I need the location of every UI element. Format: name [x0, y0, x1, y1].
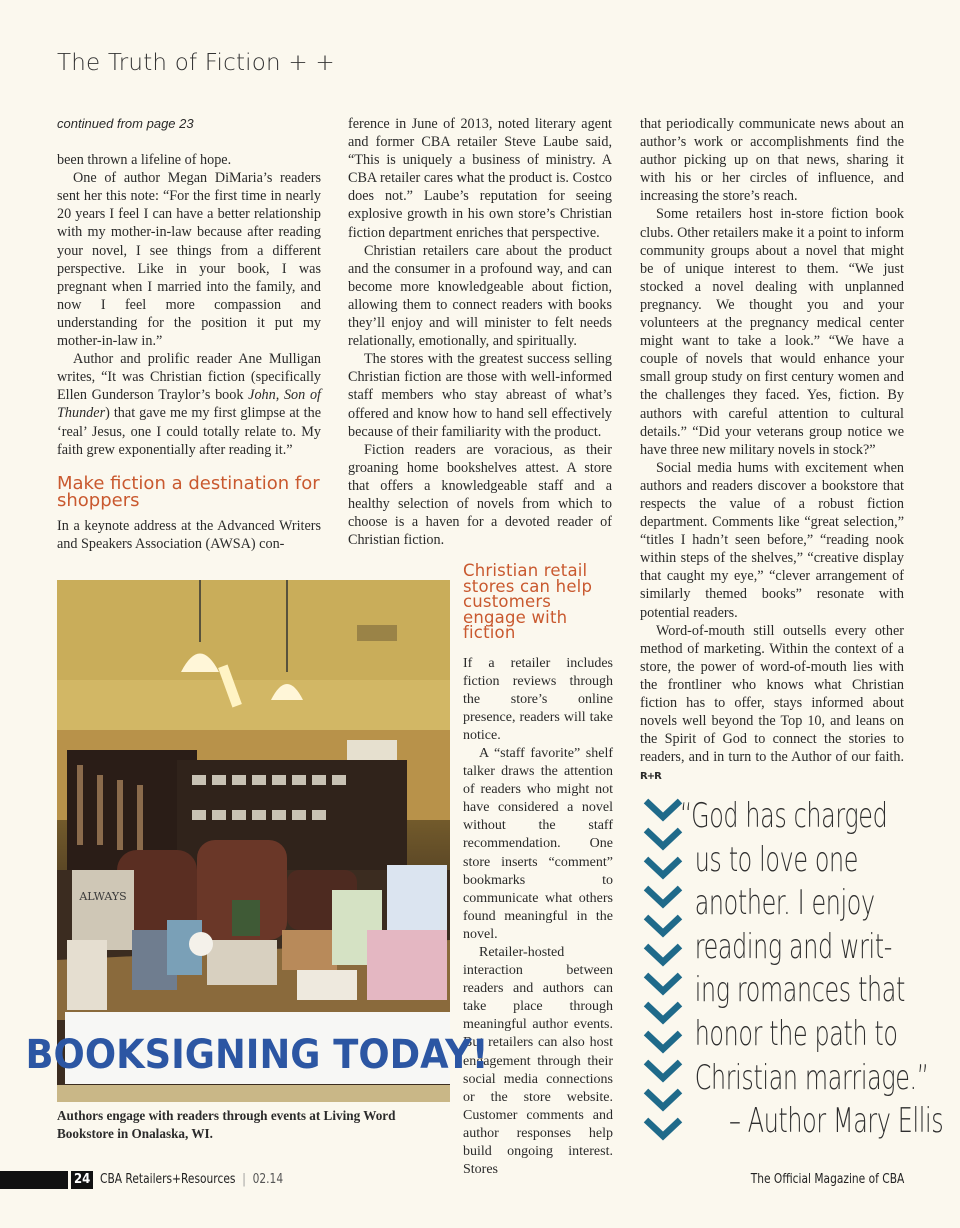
- footer-tagline: The Official Magazine of CBA: [750, 1172, 904, 1187]
- column-1: [57, 115, 321, 553]
- end-mark: R+R: [640, 771, 661, 783]
- text-run: ) that gave me my first glimpse at the ‘real’ Jesus, one I could totally relate to. My faith grew exponentially after reading it.”: [57, 405, 321, 458]
- pull-quote-line: “God has charged: [680, 796, 888, 836]
- bookstore-photo: [25, 580, 489, 1102]
- bookstore-scene: [25, 580, 489, 1102]
- paragraph: that periodically communicate news about an author’s work or accomplishments find the author picking up on that news, sharing it with his or her circles of influence, and increasing the store’s reach.: [640, 116, 904, 205]
- paragraph: been thrown a lifeline of hope.: [57, 152, 232, 169]
- paragraph: [57, 350, 321, 459]
- column-2-lower: [463, 563, 613, 1179]
- paragraph: Fiction readers are voracious, as their groaning home bookshelves attest. A store that offers a knowledgeable staff and a healthy selection of novels from which to choose is a haven for a devoted reader of Christian fiction.: [348, 441, 612, 549]
- paragraph: If a retailer includes fiction reviews through the store’s online presence, readers will take notice.: [463, 655, 613, 743]
- text-run: Word-of-mouth still outsells every other method of marketing. Within the context of a store, the power of word-of-mouth lies with the frontliner who knows what Christian fiction has to offer, stays informed about novels well beyond the Top 10, and leans on the Spirit of God to connect the stories to readers, and in turn to the Author of our faith.: [640, 622, 904, 766]
- subhead: Make fiction a destination for shoppers: [57, 472, 320, 511]
- footer-magazine: [100, 1172, 283, 1187]
- book-title: John, Son of Thunder: [57, 387, 321, 422]
- paragraph: Christian retailers care about the product and the consumer in a profound way, and can become more knowledgeable about fiction, allowing them to connect readers with books they’ll enjoy and will minister to felt needs relationally, emotionally, and spiritually.: [348, 242, 612, 350]
- footer-separator: |: [242, 1172, 246, 1187]
- chevron-column-icon: [642, 793, 684, 1143]
- pull-quote-line: ing romances that: [694, 970, 905, 1011]
- pull-quote-line: reading and writ-: [694, 926, 893, 967]
- page-number: 24: [71, 1171, 93, 1189]
- photo-caption: Authors engage with readers through events at Living Word Bookstore in Onalaska, WI.: [57, 1108, 396, 1141]
- paragraph: Social media hums with excitement when authors and readers discover a bookstore that respects the value of a robust fiction department. Comments like “great selection,” “titles I hadn’t seen before,” “reading nook within steps of the shelves,” “creative display that caught my eye,” “clever arrangement of similarly themed books” resonate with potential readers.: [640, 459, 904, 621]
- subhead: Christian retail stores can help customers engage with fiction: [463, 561, 593, 642]
- paragraph: One of author Megan DiMaria’s readers sent her this note: “For the first time in nearly 20 years I feel I can have a better relationship with my mother-in-law because after reading your novel, I see things from a different perspective. Like in your book, I was pregnant when I married into the family, and now I feel more compassion and understanding for the position it put my mother-in-law in.”: [57, 170, 321, 350]
- pull-quote-line: us to love one: [694, 839, 859, 880]
- paragraph: Retailer-hosted interaction between readers and authors can take place through meaningful author events. But retailers can also host engagement through their social media connections or the store website. Customer comments and author responses help build ongoing interest. Stores: [463, 945, 613, 1178]
- pull-quote-line: another. I enjoy: [694, 883, 875, 924]
- paragraph: In a keynote address at the Advanced Writers and Speakers Association (AWSA) con-: [57, 517, 321, 552]
- text-run: Author and prolific reader Ane Mulligan writes, “It was Christian fiction (specifically Ellen Gunderson Traylor’s book: [57, 351, 321, 404]
- paragraph: A “staff favorite” shelf talker draws the attention of readers who might not have considered a novel without the staff recommendation. One store inserts “comment” bookmarks to communicate what others found meaningful in the novel.: [463, 745, 613, 942]
- paragraph: [640, 622, 904, 787]
- footer-bar: [0, 1171, 68, 1189]
- column-2: [348, 115, 612, 549]
- paragraph: Some retailers host in-store fiction book clubs. Other retailers make it a point to inform community groups about a novel that might be of unique interest to them. “We just stocked a novel dealing with unplanned pregnancy. We thought you and your volunteers at the pregnancy medical center might want to take a look.” “We have a couple of novels that would enhance your small group study on first century women and the challenges they faced. Yes, fiction. By authors with careful attention to cultural details.” “Did your veterans group notice we have three new military novels in stock?”: [640, 206, 904, 458]
- pull-quote: [680, 795, 944, 1144]
- paragraph: The stores with the greatest success selling Christian fiction are those with well-informed staff members who stay abreast of what’s offered and know how to hand sell effectively because of their familiarity with the product.: [348, 351, 612, 440]
- issue-date: 02.14: [252, 1172, 284, 1187]
- pull-quote-attribution: – Author Mary Ellis: [729, 1101, 944, 1142]
- paragraph: ference in June of 2013, noted literary agent and former CBA retailer Steve Laube said, “This is uniquely a business of ministry. A CBA retailer cares what the product is. Costco does not.” Laube’s reputation for seeing explosive growth in his own store’s Christian fiction department enriches that perspective.: [348, 116, 612, 241]
- pull-quote-line: Christian marriage.”: [694, 1057, 929, 1098]
- continued-note: continued from page 23: [57, 116, 194, 131]
- book-title-always: ALWAYS: [79, 890, 127, 903]
- banner-text: BOOKSIGNING TODAY!: [25, 1031, 489, 1079]
- running-head: The Truth of Fiction + +: [57, 50, 335, 76]
- column-3: [640, 115, 904, 786]
- magazine-name: CBA Retailers+Resources: [100, 1172, 236, 1187]
- pull-quote-line: honor the path to: [694, 1013, 898, 1054]
